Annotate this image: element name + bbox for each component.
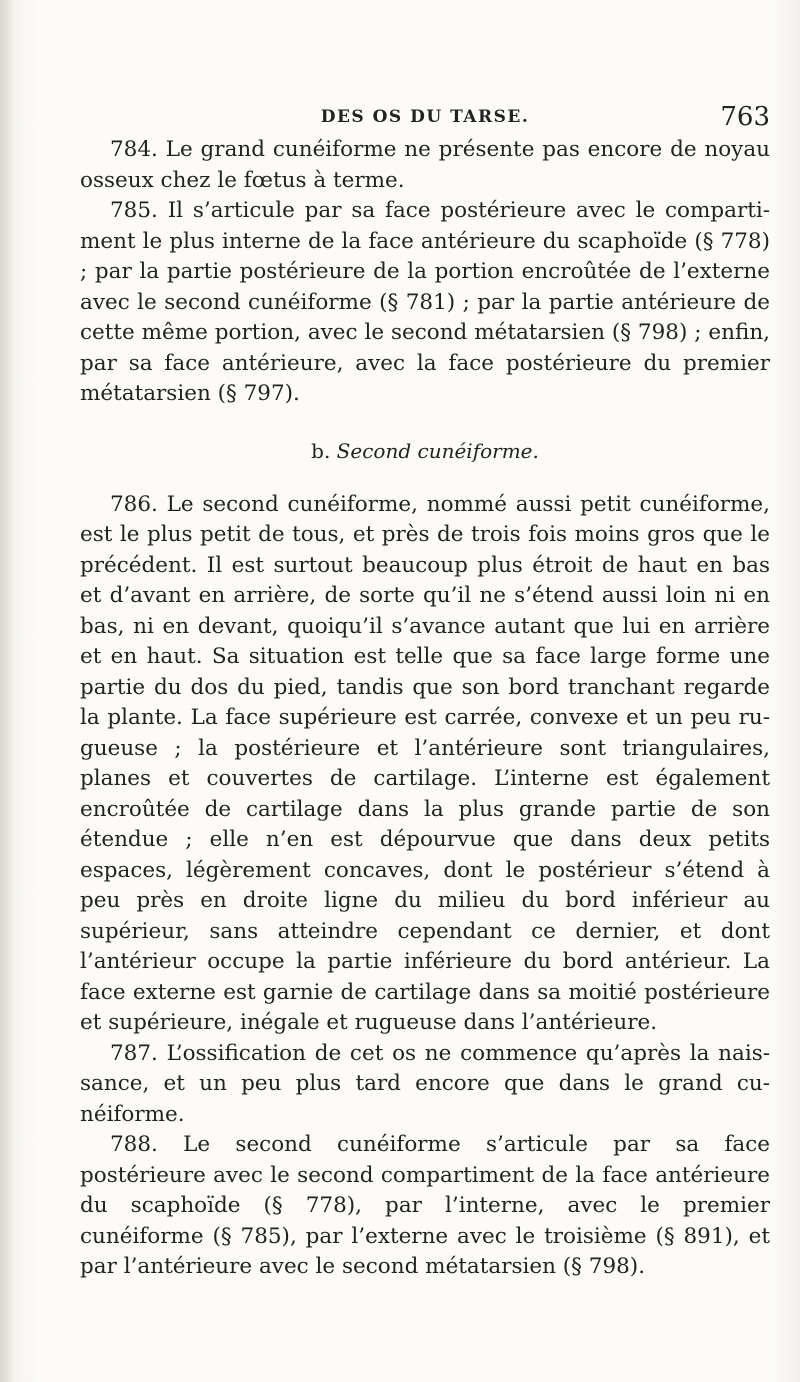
spine-shadow	[0, 0, 14, 1382]
paragraph-786: 786. Le second cunéiforme, nommé aussi petit cunéiforme, est le plus petit de tous, et près de trois fois moins gros que le précédent. Il est surtout beaucoup plus étroit de haut en bas et d’avant en arrière, de sorte qu’il ne s’étend aussi loin ni en bas, ni en devant, quoiqu’il s’avance autant que lui en arrière et en haut. Sa situation est telle que sa face large forme une partie du dos du pied, tandis que son bord tranchant regarde la plante. La face supérieure est carrée, convexe et un peu rugueuse ; la postérieure et l’antérieure sont triangulaires, planes et couvertes de cartilage. L’interne est également encroûtée de cartilage dans la plus grande partie de son étendue ; elle n’en est dépourvue que dans deux petits espaces, légèrement concaves, dont le postérieur s’étend à peu près en droite ligne du milieu du bord inférieur au supérieur, sans atteindre cependant ce dernier, et dont l’antérieur occupe la partie inférieure du bord antérieur. La face externe est garnie de cartilage dans sa moitié postérieure et supérieure, inégale et rugueuse dans l’antérieure.	[80, 491, 770, 1035]
page-body	[80, 135, 770, 1283]
page-number: 763	[720, 102, 770, 132]
paragraph-788: 788. Le second cunéiforme s’articule par sa face postérieure avec le second compartiment de la face antérieure du scaphoïde (§ 778), par l’interne, avec le premier cunéiforme (§ 785), par l’externe avec le troisième (§ 891), et par l’antérieure avec le second métatarsien (§ 798).	[80, 1132, 770, 1279]
section-heading-title: Second cunéiforme.	[336, 438, 539, 463]
section-heading	[80, 436, 770, 466]
running-title: DES OS DU TARSE.	[320, 107, 530, 127]
paragraph-784: 784. Le grand cunéiforme ne présente pas encore de noyau osseux chez le fœtus à terme.	[80, 137, 770, 193]
paragraph-785: 785. Il s’articule par sa face postérieure avec le compartiment le plus interne de la face antérieure du scaphoïde (§ 778) ; par la partie postérieure de la portion encroûtée de l’externe avec le second cunéiforme (§ 781) ; par la partie antérieure de cette même portion, avec le second métatarsien (§ 798) ; enfin, par sa face antérieure, avec la face postérieure du premier métatarsien (§ 797).	[80, 198, 770, 406]
section-heading-letter: b.	[311, 438, 331, 463]
running-head	[80, 102, 770, 132]
paragraph-787: 787. L’ossification de cet os ne commence qu’après la naissance, et un peu plus tard encore que dans le grand cunéiforme.	[80, 1040, 770, 1127]
